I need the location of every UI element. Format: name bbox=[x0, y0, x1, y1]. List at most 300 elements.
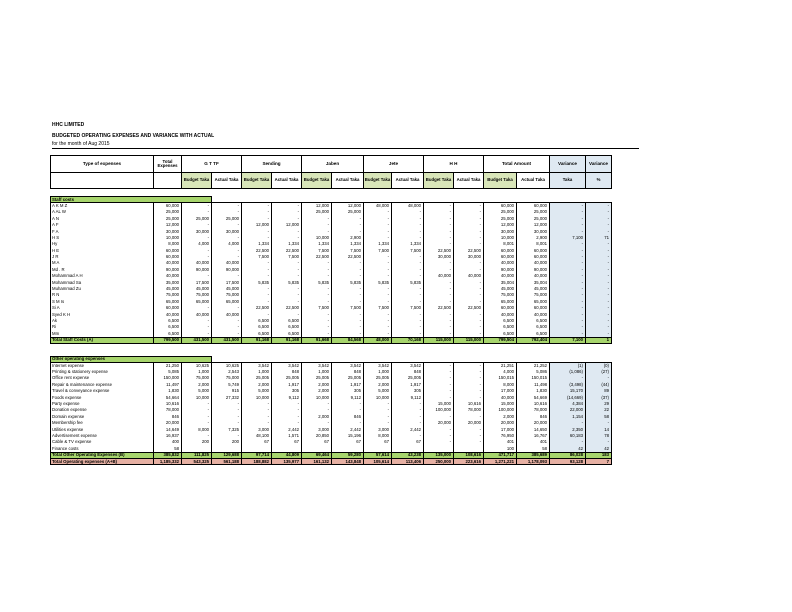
cell-value: - bbox=[454, 209, 484, 215]
cell-value: - bbox=[182, 235, 212, 241]
cell-value: 42 bbox=[586, 446, 612, 452]
expense-table bbox=[50, 196, 612, 465]
cell-value: 6,500 bbox=[484, 324, 517, 330]
cell-value: - bbox=[424, 331, 454, 337]
cell-value: 401 bbox=[484, 439, 517, 445]
cell-value: 75,000 bbox=[517, 292, 550, 298]
cell-value: 22,500 bbox=[424, 305, 454, 311]
cell-value: - bbox=[242, 273, 272, 279]
subheader-actual: Actual Taka bbox=[392, 173, 424, 189]
cell-value: 12,000 bbox=[242, 222, 272, 228]
cell-value: 7,500 bbox=[302, 305, 332, 311]
row-label: Md . R bbox=[51, 267, 154, 273]
cell-value: 143,848 bbox=[332, 459, 364, 465]
cell-value: - bbox=[272, 299, 302, 305]
cell-value: - bbox=[332, 273, 364, 279]
cell-value: 22,500 bbox=[242, 248, 272, 254]
row-label: S M Is bbox=[51, 299, 154, 305]
cell-value: 40,000 bbox=[154, 312, 182, 318]
subheader-budget: Budget Taka bbox=[302, 173, 332, 189]
cell-value: - bbox=[302, 260, 332, 266]
cell-value: - bbox=[364, 324, 392, 330]
cell-value: - bbox=[302, 299, 332, 305]
subheader-actual: Actual Taka bbox=[454, 173, 484, 189]
cell-value: 40,000 bbox=[424, 273, 454, 279]
group-header-jete: Jete bbox=[364, 156, 424, 173]
cell-value: 7,500 bbox=[392, 305, 424, 311]
row-label: Domain expense bbox=[51, 414, 154, 420]
cell-value: 40,000 bbox=[484, 260, 517, 266]
subheader-budget: Budget Taka bbox=[364, 173, 392, 189]
cell-value: - bbox=[586, 254, 612, 260]
cell-value: - bbox=[586, 299, 612, 305]
cell-value: - bbox=[550, 260, 586, 266]
cell-value: - bbox=[212, 203, 242, 209]
cell-value: 30,000 bbox=[517, 228, 550, 234]
cell-value: 48,000 bbox=[392, 203, 424, 209]
subheader-variance-pct: % bbox=[586, 173, 612, 189]
cell-value: - bbox=[364, 228, 392, 234]
cell-value: 3,000 bbox=[302, 427, 332, 433]
cell-value: 20,850 bbox=[302, 433, 332, 439]
cell-value: 848 bbox=[272, 369, 302, 375]
cell-value: - bbox=[272, 292, 302, 298]
cell-value: 12,000 bbox=[517, 222, 550, 228]
cell-value: 20,000 bbox=[454, 420, 484, 426]
cell-value: - bbox=[424, 203, 454, 209]
row-label: Hy bbox=[51, 241, 154, 247]
cell-value: - bbox=[392, 254, 424, 260]
cell-value: 35,000 bbox=[154, 280, 182, 286]
cell-value: - bbox=[454, 414, 484, 420]
cell-value: 1,178,093 bbox=[517, 459, 550, 465]
cell-value: 115,000 bbox=[454, 337, 484, 343]
cell-value: - bbox=[424, 414, 454, 420]
cell-value: - bbox=[454, 241, 484, 247]
cell-value: 78,000 bbox=[517, 407, 550, 413]
cell-value: - bbox=[454, 439, 484, 445]
cell-value: 90,000 bbox=[212, 267, 242, 273]
cell-value: 67 bbox=[332, 439, 364, 445]
cell-value: 10,616 bbox=[517, 401, 550, 407]
cell-value: - bbox=[332, 324, 364, 330]
cell-value: - bbox=[364, 235, 392, 241]
cell-value: - bbox=[454, 433, 484, 439]
cell-value: - bbox=[392, 318, 424, 324]
cell-value: 223,616 bbox=[454, 459, 484, 465]
cell-value: 44,809 bbox=[272, 452, 302, 458]
cell-value: 60,000 bbox=[154, 254, 182, 260]
group-header-hh: H H bbox=[424, 156, 484, 173]
cell-value: - bbox=[454, 222, 484, 228]
cell-value: 40,000 bbox=[484, 395, 517, 401]
cell-value: - bbox=[392, 401, 424, 407]
cell-value: 6,500 bbox=[242, 331, 272, 337]
cell-value: 1,917 bbox=[332, 382, 364, 388]
cell-value: 2,000 bbox=[302, 388, 332, 394]
cell-value: 22,500 bbox=[272, 248, 302, 254]
cell-value: - bbox=[364, 216, 392, 222]
cell-value: - bbox=[454, 286, 484, 292]
cell-value: 1,000 bbox=[364, 369, 392, 375]
cell-value: 15,000 bbox=[424, 401, 454, 407]
row-label: Syed K H bbox=[51, 312, 154, 318]
cell-value: - bbox=[454, 382, 484, 388]
cell-value: 69,464 bbox=[302, 452, 332, 458]
cell-value: - bbox=[182, 331, 212, 337]
cell-value: 6,500 bbox=[484, 331, 517, 337]
cell-value: 45,000 bbox=[517, 286, 550, 292]
cell-value: 1,334 bbox=[332, 241, 364, 247]
cell-value: - bbox=[392, 222, 424, 228]
cell-value: 1,271,221 bbox=[484, 459, 517, 465]
cell-value: - bbox=[586, 375, 612, 381]
cell-value: - bbox=[550, 248, 586, 254]
cell-value: 22,500 bbox=[242, 305, 272, 311]
row-label: A K M Z bbox=[51, 203, 154, 209]
cell-value: 22,500 bbox=[454, 305, 484, 311]
cell-value: - bbox=[392, 228, 424, 234]
cell-value: - bbox=[454, 324, 484, 330]
cell-value: - bbox=[550, 318, 586, 324]
cell-value: 12,000 bbox=[332, 203, 364, 209]
cell-value: - bbox=[550, 267, 586, 273]
cell-value: 471,717 bbox=[484, 452, 517, 458]
cell-value: - bbox=[242, 401, 272, 407]
cell-value: 60,000 bbox=[517, 203, 550, 209]
cell-value: 188,882 bbox=[242, 459, 272, 465]
cell-value: 60,000 bbox=[484, 203, 517, 209]
row-label: Si A bbox=[51, 305, 154, 311]
cell-value: 385,689 bbox=[517, 452, 550, 458]
cell-value: 27,332 bbox=[212, 395, 242, 401]
cell-value: 91,168 bbox=[242, 337, 272, 343]
cell-value: - bbox=[364, 299, 392, 305]
cell-value: - bbox=[272, 267, 302, 273]
cell-value: - bbox=[550, 299, 586, 305]
cell-value: 25,005 bbox=[302, 375, 332, 381]
cell-value: 25,000 bbox=[154, 216, 182, 222]
cell-value: 3,000 bbox=[242, 427, 272, 433]
subheader-actual: Actual Taka bbox=[332, 173, 364, 189]
subheader-variance-taka: Taka bbox=[550, 173, 586, 189]
subheader-blank bbox=[154, 173, 182, 189]
cell-value: 2,000 bbox=[484, 414, 517, 420]
cell-value: - bbox=[550, 273, 586, 279]
cell-value: 5,000 bbox=[364, 388, 392, 394]
cell-value: 67 bbox=[242, 439, 272, 445]
cell-value: - bbox=[550, 228, 586, 234]
cell-value: - bbox=[332, 267, 364, 273]
cell-value: 12,000 bbox=[272, 222, 302, 228]
cell-value: 8,000 bbox=[154, 241, 182, 247]
cell-value: 1,334 bbox=[364, 241, 392, 247]
cell-value: 150,000 bbox=[154, 375, 182, 381]
cell-value: 22,500 bbox=[454, 248, 484, 254]
cell-value: 40,000 bbox=[154, 260, 182, 266]
cell-value: - bbox=[332, 318, 364, 324]
title-rule bbox=[52, 148, 639, 149]
cell-value: 59,280 bbox=[332, 452, 364, 458]
cell-value: - bbox=[454, 292, 484, 298]
cell-value: - bbox=[424, 216, 454, 222]
cell-value: 67 bbox=[302, 439, 332, 445]
cell-value: - bbox=[550, 375, 586, 381]
cell-value: - bbox=[586, 420, 612, 426]
cell-value: 3,542 bbox=[242, 363, 272, 369]
variance-pct-header: Variance bbox=[586, 156, 612, 173]
cell-value: - bbox=[454, 228, 484, 234]
cell-value: 6,500 bbox=[272, 318, 302, 324]
cell-value: - bbox=[364, 407, 392, 413]
cell-value: - bbox=[392, 414, 424, 420]
cell-value: 10,616 bbox=[454, 401, 484, 407]
cell-value: 75,000 bbox=[182, 375, 212, 381]
cell-value: 57,614 bbox=[364, 452, 392, 458]
row-label: Internet expense bbox=[51, 363, 154, 369]
cell-value: - bbox=[424, 388, 454, 394]
cell-value: - bbox=[424, 318, 454, 324]
cell-value: 29 bbox=[586, 401, 612, 407]
cell-value: 4,000 bbox=[182, 241, 212, 247]
cell-value: 40,000 bbox=[484, 312, 517, 318]
cell-value: - bbox=[550, 209, 586, 215]
cell-value: 21,252 bbox=[517, 363, 550, 369]
section-label: Other operating expenses bbox=[51, 356, 212, 362]
cell-value: 12,000 bbox=[484, 222, 517, 228]
row-label: Membership fee bbox=[51, 420, 154, 426]
cell-value: - bbox=[332, 401, 364, 407]
cell-value: 89 bbox=[586, 388, 612, 394]
cell-value: 17,000 bbox=[484, 427, 517, 433]
cell-value: 54,669 bbox=[517, 395, 550, 401]
cell-value: 40,000 bbox=[517, 273, 550, 279]
cell-value: - bbox=[212, 248, 242, 254]
cell-value: 67 bbox=[272, 439, 302, 445]
cell-value: - bbox=[550, 331, 586, 337]
cell-value: 65,000 bbox=[154, 299, 182, 305]
cell-value: - bbox=[242, 292, 272, 298]
row-label: Total Operating expenses (A+B) bbox=[51, 459, 154, 465]
cell-value: 86,028 bbox=[550, 452, 586, 458]
cell-value: 5,835 bbox=[302, 280, 332, 286]
cell-value: - bbox=[242, 267, 272, 273]
cell-value: 10,000 bbox=[182, 395, 212, 401]
cell-value: - bbox=[424, 439, 454, 445]
cell-value: - bbox=[182, 318, 212, 324]
cell-value: - bbox=[586, 209, 612, 215]
cell-value: - bbox=[272, 235, 302, 241]
cell-value: 2,442 bbox=[272, 427, 302, 433]
cell-value: - bbox=[364, 420, 392, 426]
cell-value: - bbox=[332, 299, 364, 305]
row-label: Finance costs bbox=[51, 446, 154, 452]
cell-value: 7,100 bbox=[550, 337, 586, 343]
cell-value: - bbox=[182, 407, 212, 413]
cell-value: - bbox=[212, 235, 242, 241]
cell-value: 90,000 bbox=[182, 267, 212, 273]
cell-value: - bbox=[182, 305, 212, 311]
cell-value: - bbox=[454, 312, 484, 318]
group-header-jaben: Jaben bbox=[302, 156, 364, 173]
cell-value: 48,000 bbox=[364, 337, 392, 343]
cell-value: 8,001 bbox=[517, 241, 550, 247]
row-label: Total Staff Costs (A) bbox=[51, 337, 154, 343]
cell-value: - bbox=[332, 216, 364, 222]
cell-value: 135,000 bbox=[424, 452, 454, 458]
cell-value: 97,714 bbox=[242, 452, 272, 458]
section-label: Staff costs bbox=[51, 197, 212, 203]
cell-value: 58 bbox=[517, 446, 550, 452]
row-label: F A bbox=[51, 228, 154, 234]
cell-value: (1,086) bbox=[550, 369, 586, 375]
cell-value: 8,000 bbox=[364, 433, 392, 439]
cell-value: 15,196 bbox=[332, 433, 364, 439]
cell-value: - bbox=[424, 369, 454, 375]
cell-value: - bbox=[272, 228, 302, 234]
cell-value: - bbox=[182, 324, 212, 330]
row-label: Travel & conveyance expense bbox=[51, 388, 154, 394]
total-expenses-header: Total Expenses bbox=[154, 156, 182, 173]
cell-value: - bbox=[392, 286, 424, 292]
cell-value: - bbox=[332, 222, 364, 228]
cell-value: 10,616 bbox=[154, 401, 182, 407]
cell-value: 7,100 bbox=[550, 235, 586, 241]
cell-value: 9,112 bbox=[392, 395, 424, 401]
cell-value: - bbox=[550, 241, 586, 247]
cell-value: 90,000 bbox=[517, 267, 550, 273]
cell-value: - bbox=[392, 209, 424, 215]
cell-value: 2,000 bbox=[242, 382, 272, 388]
cell-value: - bbox=[242, 286, 272, 292]
cell-value: 40,000 bbox=[517, 260, 550, 266]
cell-value: 6,500 bbox=[272, 324, 302, 330]
cell-value: 161,132 bbox=[302, 459, 332, 465]
subheader-budget: Budget Taka bbox=[242, 173, 272, 189]
cell-value: 6,500 bbox=[154, 324, 182, 330]
cell-value: - bbox=[424, 375, 454, 381]
cell-value: 25,005 bbox=[272, 375, 302, 381]
cell-value: 2,543 bbox=[212, 369, 242, 375]
cell-value: - bbox=[364, 260, 392, 266]
row-label: Party expense bbox=[51, 401, 154, 407]
cell-value: 25,005 bbox=[364, 375, 392, 381]
cell-value: 5,835 bbox=[392, 280, 424, 286]
subheader-actual: Actual Taka bbox=[272, 173, 302, 189]
row-label: Office rent expense bbox=[51, 375, 154, 381]
group-header-gttf: G T TF bbox=[182, 156, 242, 173]
cell-value: - bbox=[332, 228, 364, 234]
row-label: Advertisement expense bbox=[51, 433, 154, 439]
cell-value: - bbox=[302, 401, 332, 407]
cell-value: 6,500 bbox=[154, 331, 182, 337]
cell-value: - bbox=[272, 312, 302, 318]
cell-value: - bbox=[392, 292, 424, 298]
cell-value: 16,937 bbox=[154, 433, 182, 439]
cell-value: - bbox=[424, 427, 454, 433]
cell-value: 84,568 bbox=[332, 337, 364, 343]
subheader-budget: Budget Taka bbox=[182, 173, 212, 189]
cell-value: - bbox=[332, 292, 364, 298]
cell-value: 400 bbox=[154, 439, 182, 445]
cell-value: - bbox=[182, 209, 212, 215]
cell-value: 20,000 bbox=[517, 420, 550, 426]
cell-value: 3,542 bbox=[272, 363, 302, 369]
cell-value: 10,000 bbox=[302, 395, 332, 401]
cell-value: 35,004 bbox=[484, 280, 517, 286]
cell-value: (1) bbox=[550, 363, 586, 369]
subheader-actual: Actual Taka bbox=[212, 173, 242, 189]
cell-value: 1,334 bbox=[242, 241, 272, 247]
row-label: A F bbox=[51, 222, 154, 228]
cell-value: 4,000 bbox=[212, 241, 242, 247]
cell-value: - bbox=[272, 407, 302, 413]
expense-table-body bbox=[51, 197, 612, 465]
report-title: BUDGETED OPERATING EXPENSES AND VARIANCE WITH ACTUAL bbox=[52, 133, 215, 139]
cell-value: - bbox=[212, 318, 242, 324]
cell-value: 7,500 bbox=[302, 248, 332, 254]
cell-value: 45,000 bbox=[154, 286, 182, 292]
cell-value: 30,000 bbox=[454, 254, 484, 260]
cell-value: - bbox=[242, 260, 272, 266]
cell-value: - bbox=[302, 292, 332, 298]
cell-value: - bbox=[586, 439, 612, 445]
grand-total-row bbox=[51, 459, 612, 465]
cell-value: - bbox=[392, 420, 424, 426]
cell-value: - bbox=[364, 331, 392, 337]
cell-value: 30,000 bbox=[182, 228, 212, 234]
cell-value: - bbox=[242, 420, 272, 426]
cell-value: - bbox=[212, 401, 242, 407]
cell-value: 22 bbox=[586, 407, 612, 413]
cell-value: - bbox=[392, 312, 424, 318]
cell-value: 1,185,332 bbox=[154, 459, 182, 465]
cell-value: 150,015 bbox=[484, 375, 517, 381]
cell-value: - bbox=[550, 280, 586, 286]
subheader-budget: Budget Taka bbox=[424, 173, 454, 189]
variance-header: Variance bbox=[550, 156, 586, 173]
cell-value: - bbox=[212, 420, 242, 426]
cell-value: 2,900 bbox=[517, 235, 550, 241]
cell-value: 250,000 bbox=[424, 459, 454, 465]
cell-value: 2,900 bbox=[332, 235, 364, 241]
cell-value: 20,000 bbox=[484, 420, 517, 426]
cell-value: - bbox=[272, 420, 302, 426]
subheader-budget: Budget Taka bbox=[484, 173, 517, 189]
cell-value: 60,000 bbox=[154, 248, 182, 254]
cell-value: - bbox=[454, 203, 484, 209]
cell-value: 1,000 bbox=[302, 369, 332, 375]
row-label: Printing & stationery expense bbox=[51, 369, 154, 375]
cell-value: 65,000 bbox=[212, 299, 242, 305]
subheader-actual: Actual Taka bbox=[517, 173, 550, 189]
column-header bbox=[50, 155, 612, 189]
cell-value: - bbox=[424, 286, 454, 292]
cell-value: - bbox=[302, 216, 332, 222]
cell-value: 25,005 bbox=[332, 375, 364, 381]
cell-value: 14 bbox=[586, 427, 612, 433]
cell-value: 25,000 bbox=[517, 209, 550, 215]
cell-value: 78 bbox=[586, 433, 612, 439]
cell-value: - bbox=[586, 273, 612, 279]
cell-value: 35,004 bbox=[517, 280, 550, 286]
cell-value: 45,000 bbox=[484, 286, 517, 292]
cell-value: 60,000 bbox=[517, 254, 550, 260]
cell-value: 60,000 bbox=[517, 305, 550, 311]
cell-value: - bbox=[550, 305, 586, 311]
cell-value: 3,542 bbox=[332, 363, 364, 369]
cell-value: - bbox=[424, 235, 454, 241]
